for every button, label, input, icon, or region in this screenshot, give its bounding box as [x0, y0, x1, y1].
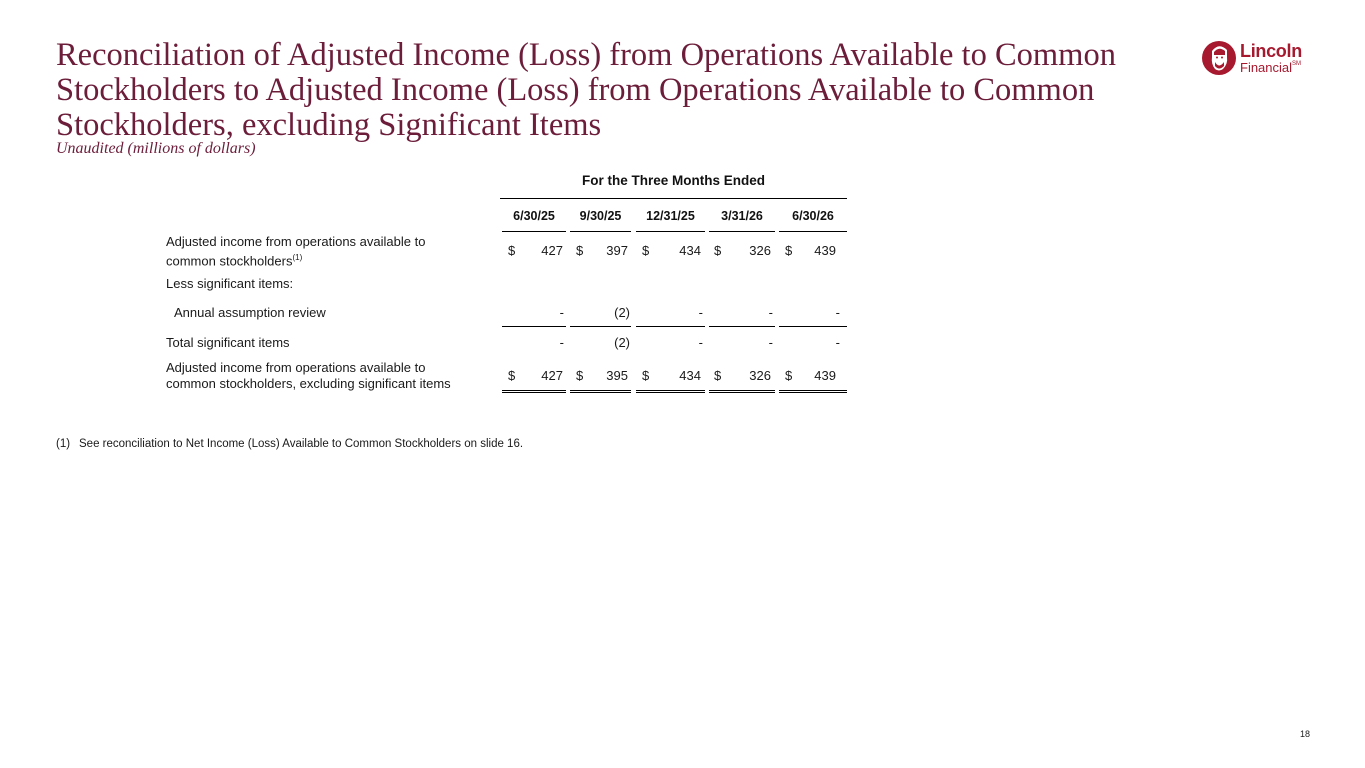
column-header: 9/30/25: [579, 209, 622, 223]
subtotal-rule: [570, 326, 631, 327]
row-label-line: common stockholders: [166, 253, 293, 269]
table-cell: 434: [679, 368, 701, 383]
table-cell: -: [768, 335, 773, 350]
table-cell: -: [768, 305, 773, 320]
currency-symbol: $: [785, 243, 793, 258]
period-header-rule: [500, 198, 847, 199]
subtotal-rule: [502, 326, 566, 327]
logo-name: Lincoln: [1240, 41, 1302, 61]
column-header: 12/31/25: [646, 209, 695, 223]
title-line-1: Reconciliation of Adjusted Income (Loss) from Operations Available to Common: [56, 37, 1116, 73]
table-cell: (2): [614, 305, 630, 320]
table-cell: 439: [814, 243, 836, 258]
row-label-line: Adjusted income from operations available to: [166, 234, 426, 249]
column-header-rule: [502, 231, 566, 232]
column-header-rule: [779, 231, 847, 232]
page-number: 18: [1299, 729, 1310, 739]
currency-symbol: $: [576, 243, 584, 258]
currency-symbol: $: [642, 243, 650, 258]
lincoln-financial-logo: [1201, 38, 1313, 80]
table-cell: -: [698, 305, 703, 320]
table-cell: 427: [541, 243, 563, 258]
footnote: [56, 438, 523, 450]
currency-symbol: $: [508, 243, 516, 258]
currency-symbol: $: [576, 368, 584, 383]
table-cell: -: [835, 305, 840, 320]
table-cell: -: [559, 335, 564, 350]
subtotal-rule: [709, 326, 775, 327]
column-header: 6/30/25: [513, 209, 555, 223]
title-line-3: Stockholders, excluding Significant Items: [56, 107, 602, 143]
table-cell: 326: [749, 243, 771, 258]
footnote-mark: (1): [56, 438, 71, 450]
currency-symbol: $: [714, 368, 722, 383]
row-label-total-significant-items: Total significant items: [166, 335, 290, 350]
column-header-rule: [636, 231, 705, 232]
row-label-line: Adjusted income from operations available to: [166, 360, 426, 375]
column-header: 3/31/26: [721, 209, 763, 223]
subtotal-rule: [636, 326, 705, 327]
row-label-annual-assumption-review: Annual assumption review: [174, 305, 326, 320]
total-double-rule: [502, 390, 566, 393]
table-cell: 439: [814, 368, 836, 383]
footnote-ref: (1): [292, 253, 303, 262]
table-cell: -: [559, 305, 564, 320]
title-line-2: Stockholders to Adjusted Income (Loss) from Operations Available to Common: [56, 72, 1095, 108]
row-label-less-significant-items: Less significant items:: [166, 276, 294, 291]
column-header-rule: [570, 231, 631, 232]
total-double-rule: [709, 390, 775, 393]
table-cell: 434: [679, 243, 701, 258]
logo-service-mark: SM: [1292, 61, 1302, 67]
total-double-rule: [636, 390, 705, 393]
lincoln-portrait-icon: [1201, 38, 1237, 78]
logo-subname: [1240, 60, 1301, 75]
footnote-text: See reconciliation to Net Income (Loss) Available to Common Stockholders on slide 16.: [79, 438, 524, 450]
table-cell: 326: [749, 368, 771, 383]
total-double-rule: [570, 390, 631, 393]
total-double-rule: [779, 390, 847, 393]
row-label-adjusted-income-excluding-significant-items: [166, 360, 451, 392]
table-cell: -: [698, 335, 703, 350]
table-cell: 395: [606, 368, 628, 383]
table-cell: (2): [614, 335, 630, 350]
table-cell: 397: [606, 243, 628, 258]
row-label-adjusted-income: [166, 234, 425, 269]
subtotal-rule: [779, 326, 847, 327]
table-cell: -: [835, 335, 840, 350]
currency-symbol: $: [508, 368, 516, 383]
page-subtitle: Unaudited (millions of dollars): [56, 140, 256, 157]
currency-symbol: $: [714, 243, 722, 258]
currency-symbol: $: [785, 368, 793, 383]
column-header-rule: [709, 231, 775, 232]
column-header: 6/30/26: [792, 209, 834, 223]
period-header: For the Three Months Ended: [581, 173, 765, 188]
logo-sub-text: Financial: [1240, 60, 1293, 75]
table-cell: 427: [541, 368, 563, 383]
page-title: [56, 38, 1186, 143]
row-label-line: common stockholders, excluding significant items: [166, 376, 451, 391]
currency-symbol: $: [642, 368, 650, 383]
